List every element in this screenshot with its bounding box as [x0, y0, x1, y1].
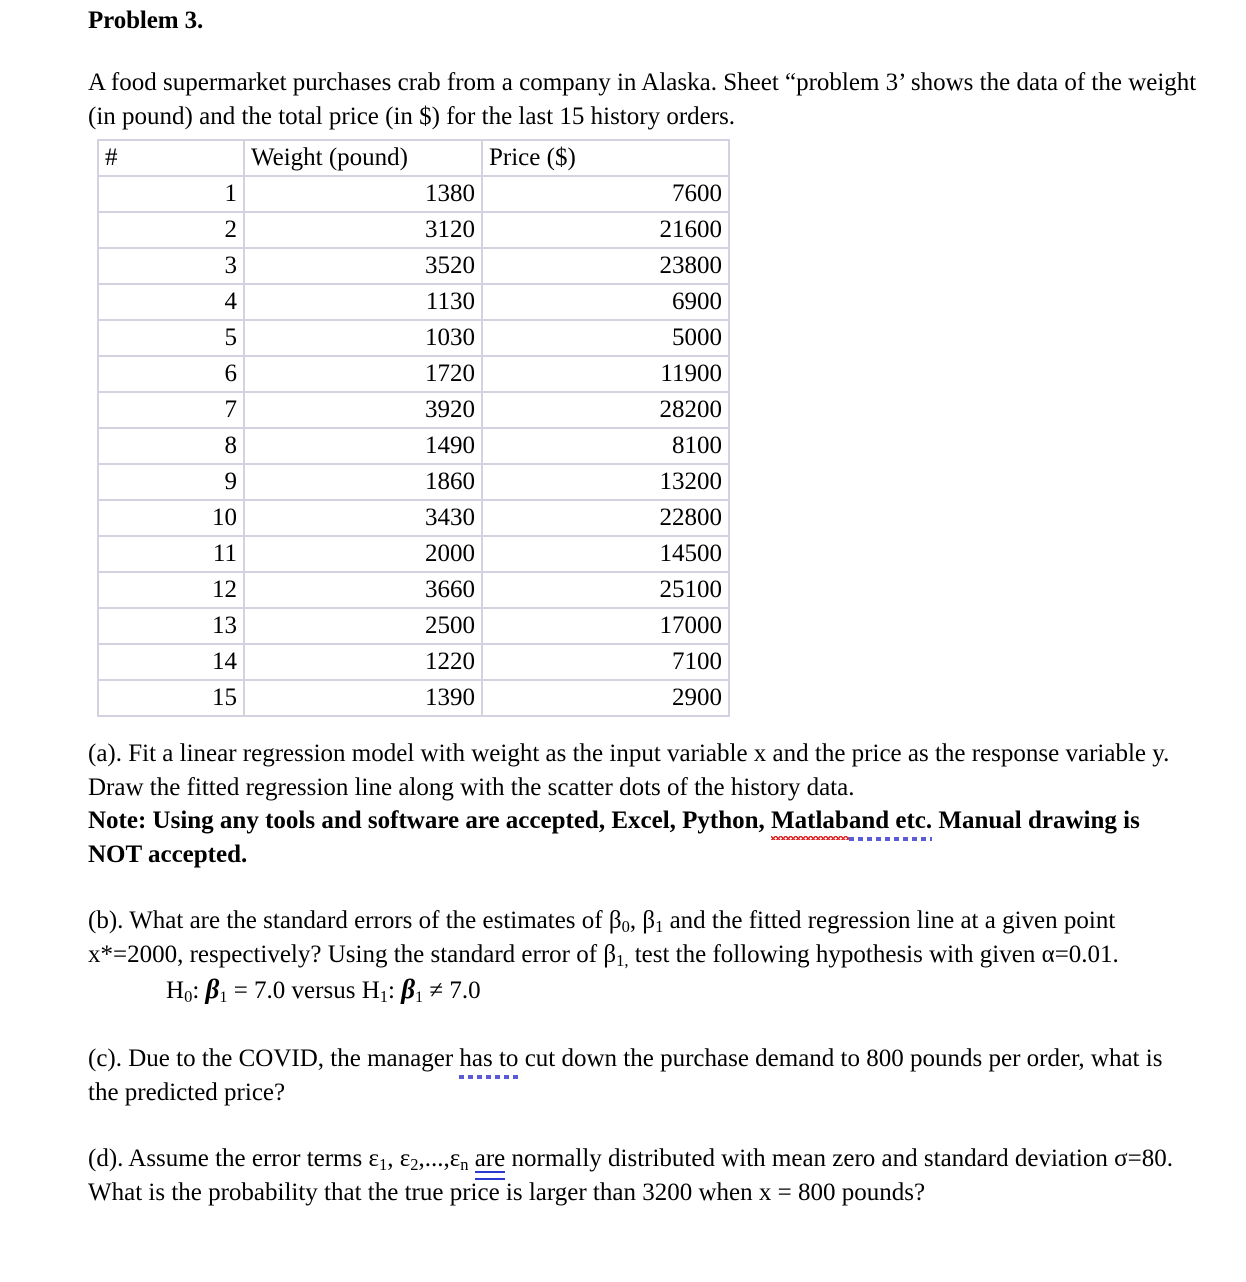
h1-colon: :: [388, 977, 402, 1004]
cell-price: 5000: [483, 321, 730, 357]
cell-price: 2900: [483, 681, 730, 717]
part-d-mid-1: , ε: [387, 1145, 411, 1172]
table-row: [97, 177, 730, 213]
beta-subscript-0: 0: [621, 917, 630, 937]
table-body: [97, 177, 730, 717]
part-d-mid-2: ,...,ε: [418, 1145, 461, 1172]
cell-price: 11900: [483, 357, 730, 393]
misspelled-word[interactable]: Matlab: [771, 804, 849, 838]
table-row: [97, 501, 730, 537]
cell-price: 28200: [483, 393, 730, 429]
h0-label: H: [166, 977, 185, 1004]
cell-weight: 1720: [245, 357, 483, 393]
cell-index: 2: [97, 213, 245, 249]
beta-symbol-h1: [401, 974, 424, 1007]
part-a-note: [88, 807, 1140, 868]
cell-weight: 1220: [245, 645, 483, 681]
cell-price: 6900: [483, 285, 730, 321]
spacer: [88, 871, 1198, 904]
cell-index: 13: [97, 609, 245, 645]
cell-weight: 3920: [245, 393, 483, 429]
cell-price: 7600: [483, 177, 730, 213]
cell-weight: 2000: [245, 537, 483, 573]
table-row: [97, 573, 730, 609]
cell-price: 17000: [483, 609, 730, 645]
column-header-index: #: [97, 139, 245, 177]
cell-index: 12: [97, 573, 245, 609]
h1-label: H: [361, 977, 380, 1004]
table-row: [97, 609, 730, 645]
spacer: [88, 717, 1198, 737]
beta-index: 1: [415, 988, 424, 1007]
part-c-suffix: cut down the purchase demand to 800 pounds per order, what is the predicted price?: [88, 1045, 1163, 1106]
cell-index: 3: [97, 249, 245, 285]
part-b-seg-2: , β: [629, 907, 656, 934]
cell-price: 25100: [483, 573, 730, 609]
note-prefix: Note: Using any tools and software are accepted, Excel, Python,: [88, 807, 772, 834]
h1-subscript: 1: [379, 987, 388, 1007]
spacer: [88, 1109, 1198, 1142]
epsilon-subscript-n: n: [460, 1155, 469, 1175]
part-d-suffix: normally distributed with mean zero and standard deviation σ=80. What is the probability that the true price is larger than 3200 when x = 800 pounds?: [88, 1145, 1173, 1206]
cell-index: 9: [97, 465, 245, 501]
note-suffix: Manual drawing is NOT accepted.: [88, 807, 1140, 868]
cell-index: 14: [97, 645, 245, 681]
intro-paragraph: [88, 66, 1198, 133]
table-row: [97, 465, 730, 501]
beta-subscript-1b: 1,: [616, 950, 629, 970]
table-head: [97, 139, 730, 177]
grammar-flagged-word[interactable]: are: [475, 1142, 506, 1176]
part-d-paragraph: [88, 1142, 1198, 1209]
part-b-seg-4: test the following hypothesis with given α=0.01.: [628, 940, 1119, 968]
hypothesis-statement: [88, 971, 1198, 1009]
cell-price: 13200: [483, 465, 730, 501]
table-row: [97, 429, 730, 465]
intro-line-2: of the weight (in pound) and the total price (in $) for the last 15 history orders.: [88, 69, 1197, 130]
beta-subscript-1: 1: [655, 917, 664, 937]
table-row: [97, 249, 730, 285]
cell-index: 15: [97, 681, 245, 717]
epsilon-subscript-2: 2: [410, 1155, 419, 1175]
cell-index: 10: [97, 501, 245, 537]
alt-inequality: ≠ 7.0: [423, 977, 481, 1004]
table-row: [97, 357, 730, 393]
h0-subscript: 0: [184, 987, 193, 1007]
part-a-text: (a). Fit a linear regression model with weight as the input variable x and the price as the response variable y. Draw the fitted regression line along with the scatter dots of the history data.: [88, 740, 1170, 801]
cell-index: 8: [97, 429, 245, 465]
cell-index: 11: [97, 537, 245, 573]
epsilon-subscript-1: 1: [378, 1155, 388, 1175]
spacer: [88, 1009, 1198, 1042]
cell-weight: 3120: [245, 213, 483, 249]
cell-weight: 2500: [245, 609, 483, 645]
table-row: [97, 393, 730, 429]
cell-index: 4: [97, 285, 245, 321]
cell-weight: 3660: [245, 573, 483, 609]
table-row: [97, 537, 730, 573]
cell-index: 5: [97, 321, 245, 357]
beta-glyph: β: [401, 974, 416, 1004]
grammar-flagged-phrase[interactable]: has to: [459, 1042, 518, 1076]
part-c-prefix: (c). Due to the COVID, the manager: [88, 1045, 460, 1072]
crab-orders-table: [97, 139, 730, 717]
h0-colon: :: [192, 977, 206, 1004]
cell-weight: 3520: [245, 249, 483, 285]
cell-price: 22800: [483, 501, 730, 537]
cell-weight: 1860: [245, 465, 483, 501]
table-row: [97, 285, 730, 321]
part-b-seg-1: (b). What are the standard errors of the estimates of β: [88, 907, 622, 934]
beta-index: 1: [219, 988, 228, 1007]
cell-price: 23800: [483, 249, 730, 285]
part-d-prefix: (d). Assume the error terms ε: [88, 1145, 379, 1172]
part-c-paragraph: [88, 1042, 1198, 1109]
page-title: Problem 3.: [88, 7, 204, 34]
intro-line-1: A food supermarket purchases crab from a company in Alaska. Sheet “problem 3’ shows the data: [88, 69, 1059, 96]
table-header-row: [97, 139, 730, 177]
cell-weight: 1030: [245, 321, 483, 357]
cell-price: 7100: [483, 645, 730, 681]
part-b-seg-3: and the fitted regression line at a given point x*=2000, respectively? Using the standard error of β: [88, 907, 1116, 968]
cell-index: 7: [97, 393, 245, 429]
table-row: [97, 645, 730, 681]
cell-weight: 1490: [245, 429, 483, 465]
column-header-weight: Weight (pound): [245, 139, 483, 177]
cell-weight: 1130: [245, 285, 483, 321]
spacer: [88, 38, 1198, 66]
cell-price: 21600: [483, 213, 730, 249]
cell-index: 1: [97, 177, 245, 213]
beta-glyph: β: [205, 974, 220, 1004]
part-a-paragraph: [88, 737, 1198, 871]
table-row: [97, 681, 730, 717]
cell-weight: 3430: [245, 501, 483, 537]
cell-index: 6: [97, 357, 245, 393]
cell-price: 8100: [483, 429, 730, 465]
document-content: [88, 0, 1198, 1209]
cell-weight: 1380: [245, 177, 483, 213]
cell-price: 14500: [483, 537, 730, 573]
beta-symbol-h0: [205, 974, 228, 1007]
cell-weight: 1390: [245, 681, 483, 717]
table-row: [97, 321, 730, 357]
grammar-flagged-phrase[interactable]: and etc.: [849, 804, 932, 838]
part-b-paragraph: [88, 904, 1198, 971]
null-equality: = 7.0 versus: [227, 977, 362, 1004]
table-row: [97, 213, 730, 249]
column-header-price: Price ($): [483, 139, 730, 177]
